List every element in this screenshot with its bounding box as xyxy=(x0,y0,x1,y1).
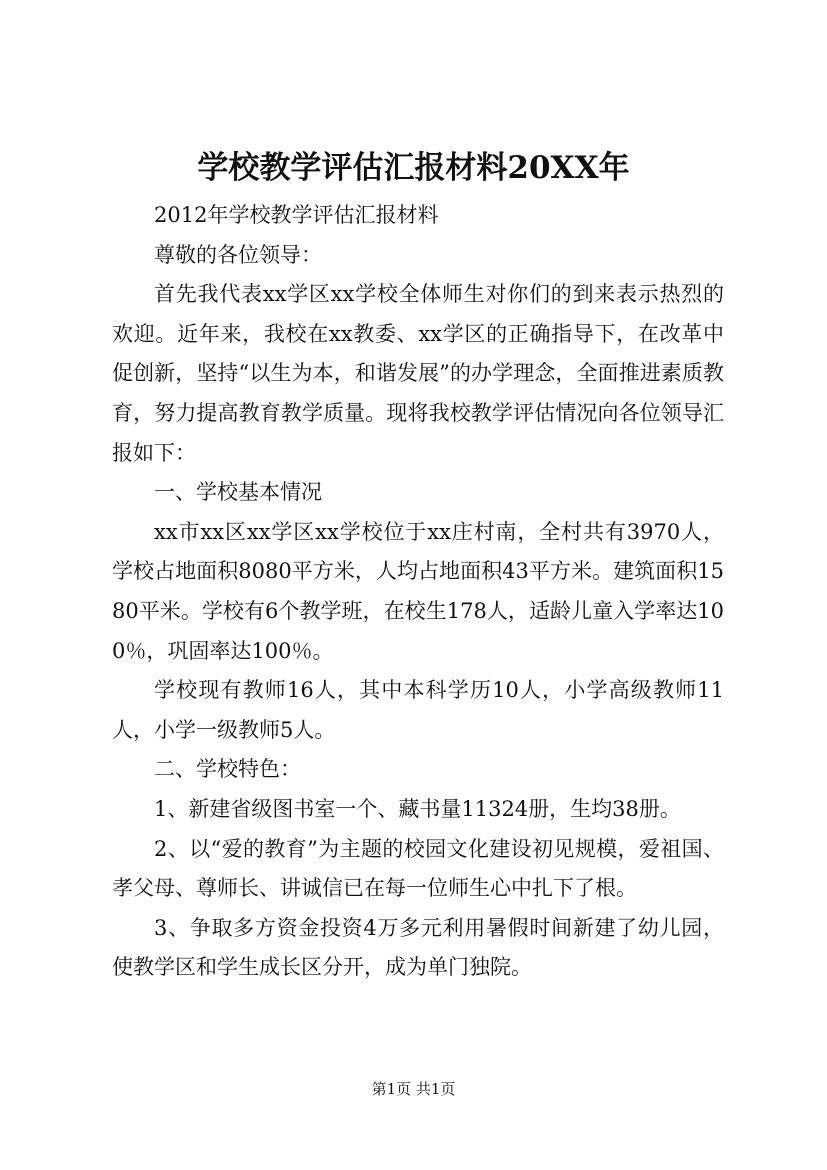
paragraph-subtitle: 2012年学校教学评估汇报材料 xyxy=(154,203,439,227)
paragraph-school-info: xx市xx区xx学区xx学校位于xx庄村南，全村共有3970人，学校占地面积8080平方米，人均占地面积43平方米。建筑面积1580平米。学校有6个教学班，在校生178人，适龄儿童入学率达100％，巩固率达100％。 xyxy=(112,519,724,663)
page-number-footer: 第1页 共1页 xyxy=(371,1080,456,1098)
paragraph-teachers: 学校现有教师16人，其中本科学历10人，小学高级教师11人，小学一级教师5人。 xyxy=(112,678,724,742)
feature-item-culture: 2、以“爱的教育”为主题的校园文化建设初见规模，爱祖国、孝父母、尊师长、讲诚信已在每一位师生心中扎下了根。 xyxy=(112,836,724,901)
feature-item-kindergarten: 3、争取多方资金投资4万多元利用暑假时间新建了幼儿园，使教学区和学生成长区分开，成为单门独院。 xyxy=(112,915,724,980)
paragraph-salutation: 尊敬的各位领导： xyxy=(154,242,322,267)
paragraph-introduction: 首先我代表xx学区xx学校全体师生对你们的到来表示热烈的欢迎。近年来，我校在xx教委、xx学区的正确指导下，在改革中促创新，坚持“以生为本，和谐发展”的办学理念，全面推进素质教育，努力提高教育教学质量。现将我校教学评估情况向各位领导汇报如下： xyxy=(112,282,724,465)
section-heading-features: 二、学校特色： xyxy=(154,757,301,782)
section-heading-basic-info: 一、学校基本情况 xyxy=(154,480,322,505)
feature-item-library: 1、新建省级图书室一个、藏书量11324册，生均38册。 xyxy=(154,796,681,821)
document-body xyxy=(112,196,724,988)
document-title: 学校教学评估汇报材料20XX年 xyxy=(197,150,630,186)
